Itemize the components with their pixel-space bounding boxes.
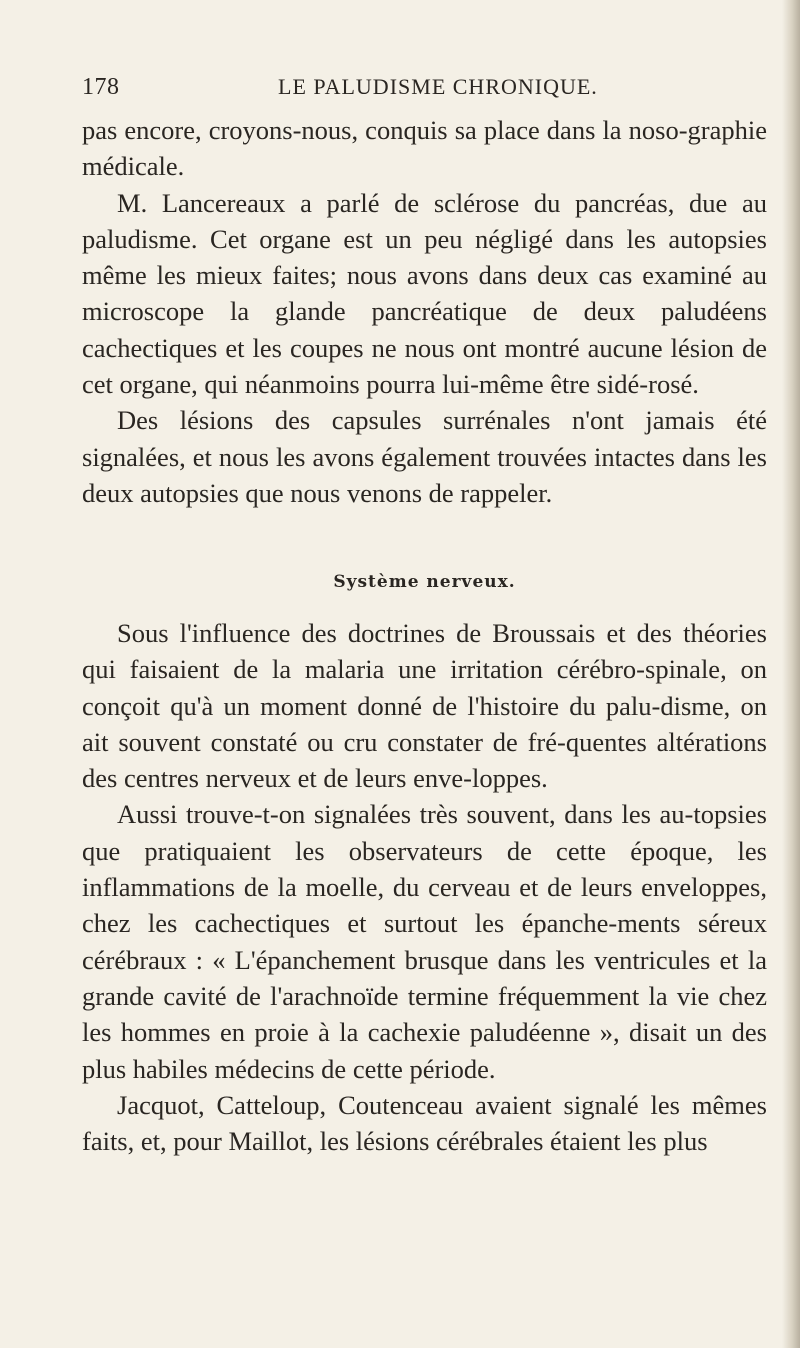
paragraph: Aussi trouve-t-on signalées très souvent, dans les au-topsies que pratiquaient les observateurs de cette époque, les inflammations de la moelle, du cerveau et de leurs enveloppes, chez les cachectiques et surtout les épanche-ments séreux cérébraux : « L'épanchement brusque dans les ventricules et la grande cavité de l'arachnoïde termine fréquemment la vie chez les hommes en proie à la cachexie paludéenne », disait un des plus habiles médecins de cette période. [82, 799, 767, 1084]
body-text-section-1 [82, 112, 767, 511]
page-header [82, 74, 742, 108]
paragraph: Jacquot, Catteloup, Coutenceau avaient signalé les mêmes faits, et, pour Maillot, les lésions cérébrales étaient les plus [82, 1089, 767, 1157]
paragraph: Sous l'influence des doctrines de Broussais et des théories qui faisaient de la malaria une irritation cérébro-spinale, on conçoit qu'à un moment donné de l'histoire du palu-disme, on ait souvent constaté ou cru constater de fré-quentes altérations des centres nerveux et de leurs enve-loppes. [82, 618, 767, 794]
paragraph: M. Lancereaux a parlé de sclérose du pancréas, due au paludisme. Cet organe est un peu négligé dans les autopsies même les mieux faites; nous avons dans deux cas examiné au microscope la glande pancréatique de deux paludéens cachectiques et les coupes ne nous ont montré aucune lésion de cet organe, qui néanmoins pourra lui-même être sidé-rosé. [82, 187, 767, 400]
section-heading: Système nerveux. [333, 572, 516, 592]
running-head: LE PALUDISME CHRONIQUE. [278, 74, 598, 99]
page-edge-shadow [782, 0, 800, 1348]
body-text-section-2 [82, 615, 767, 1159]
paragraph: pas encore, croyons-nous, conquis sa place dans la noso-graphie médicale. [82, 115, 767, 182]
paragraph: Des lésions des capsules surrénales n'ont jamais été signalées, et nous les avons également trouvées intactes dans les deux autopsies que nous venons de rappeler. [82, 405, 767, 508]
page-number: 178 [82, 74, 120, 100]
